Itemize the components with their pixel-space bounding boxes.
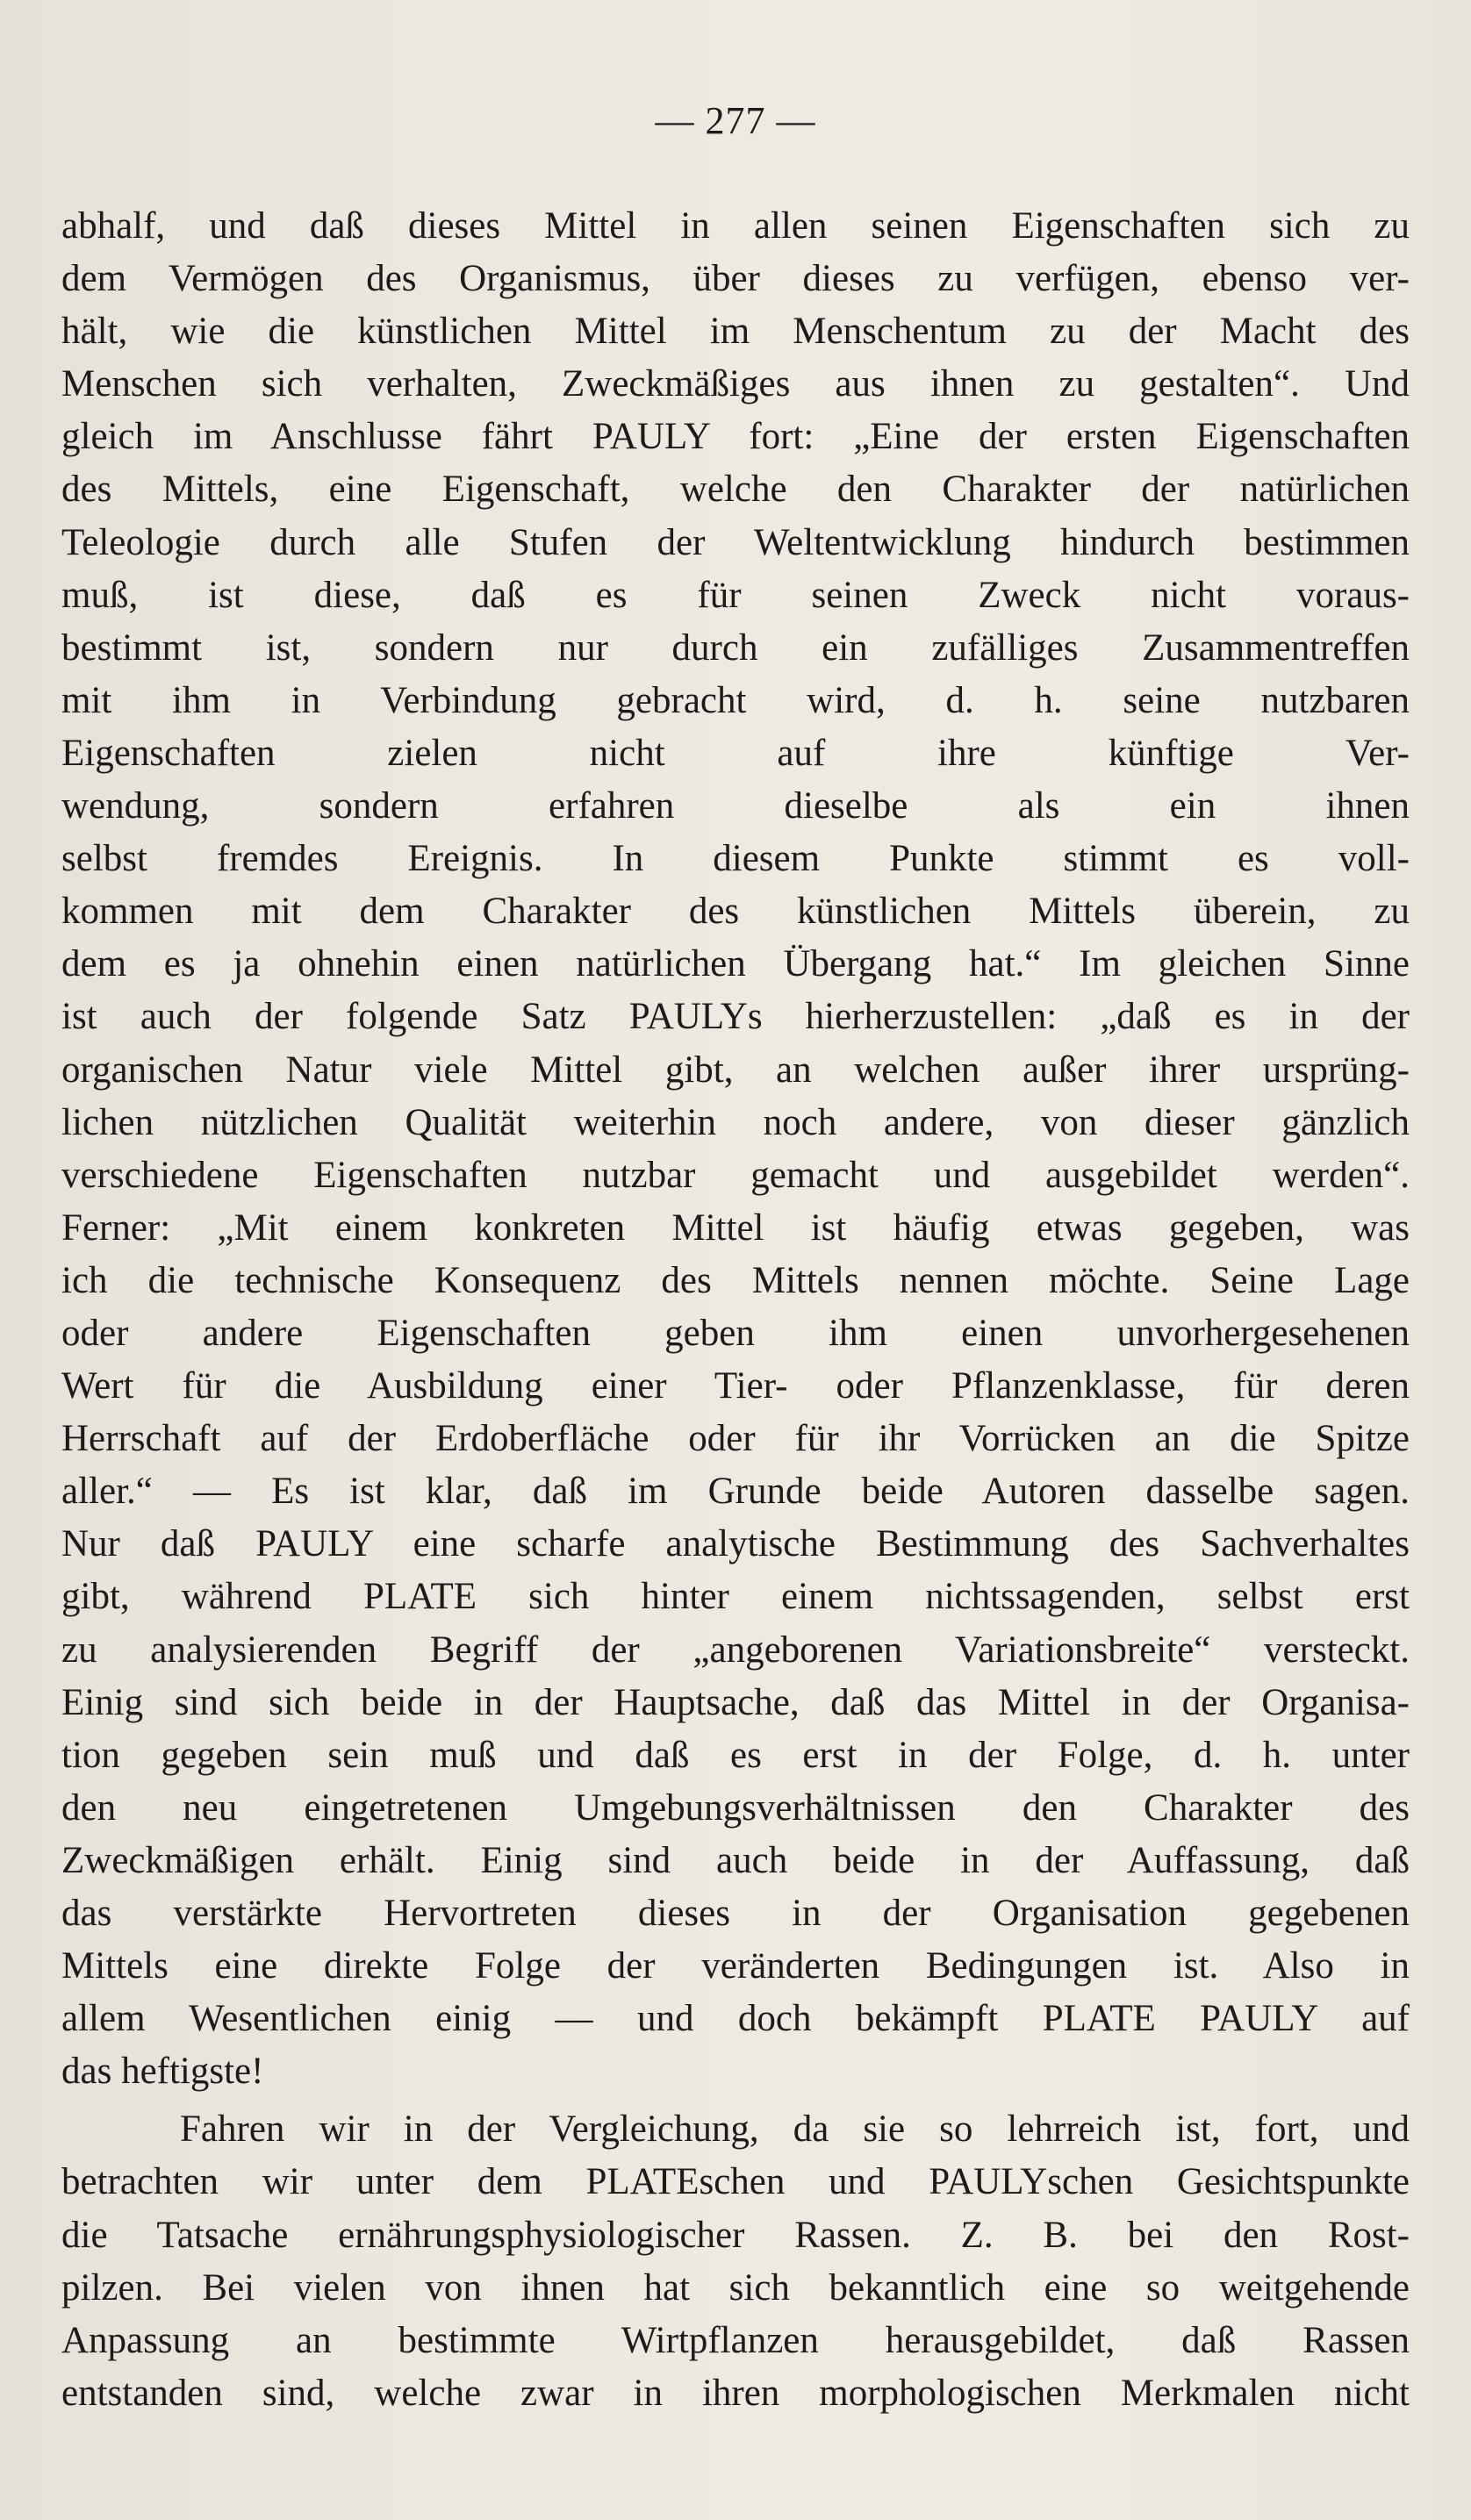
page-number: — 277 — bbox=[655, 99, 816, 142]
text-line: gibt, während PLATE sich hinter einem nichtssagenden, selbst erst bbox=[61, 1576, 1410, 1618]
text-line: betrachten wir unter dem PLATEschen und PAULYschen Gesichtspunkte bbox=[61, 2161, 1410, 2203]
text-line: lichen nützlichen Qualität weiterhin noch andere, von dieser gänzlich bbox=[61, 1101, 1410, 1143]
text-line: dem es ja ohnehin einen natürlichen Übergang hat.“ Im gleichen Sinne bbox=[61, 943, 1410, 985]
text-line: gleich im Anschlusse fährt PAULY fort: „Eine der ersten Eigenschaften bbox=[61, 416, 1410, 458]
text-line: Einig sind sich beide in der Hauptsache, daß das Mittel in der Organisa- bbox=[61, 1681, 1410, 1723]
text-line: wendung, sondern erfahren dieselbe als ein ihnen bbox=[61, 785, 1410, 827]
text-line: abhalf, und daß dieses Mittel in allen seinen Eigenschaften sich zu bbox=[61, 205, 1410, 247]
text-line: Ferner: „Mit einem konkreten Mittel ist häufig etwas gegeben, was bbox=[61, 1206, 1410, 1249]
text-line: hält, wie die künstlichen Mittel im Menschentum zu der Macht des bbox=[61, 311, 1410, 353]
text-line: ist auch der folgende Satz PAULYs hierherzustellen: „daß es in der bbox=[61, 996, 1410, 1038]
text-line: zu analysierenden Begriff der „angeborenen Variationsbreite“ versteckt. bbox=[61, 1629, 1410, 1671]
text-line: Mittels eine direkte Folge der veränderten Bedingungen ist. Also in bbox=[61, 1945, 1410, 1987]
text-line: Nur daß PAULY eine scharfe analytische Bestimmung des Sachverhaltes bbox=[61, 1523, 1410, 1565]
text-line: das verstärkte Hervortreten dieses in der Organisation gegebenen bbox=[61, 1893, 1410, 1934]
text-line: selbst fremdes Ereignis. In diesem Punkte stimmt es voll- bbox=[61, 838, 1410, 880]
text-line: kommen mit dem Charakter des künstlichen Mittels überein, zu bbox=[61, 891, 1410, 933]
text-line: Teleologie durch alle Stufen der Weltentwicklung hindurch bestimmen bbox=[61, 521, 1410, 563]
text-line: das heftigste! bbox=[61, 2051, 264, 2093]
text-line: allem Wesentlichen einig — und doch bekämpft PLATE PAULY auf bbox=[61, 1998, 1410, 2040]
text-line: bestimmt ist, sondern nur durch ein zufälliges Zusammentreffen bbox=[61, 626, 1410, 669]
text-line: verschiedene Eigenschaften nutzbar gemacht und ausgebildet werden“. bbox=[61, 1154, 1410, 1196]
text-line: pilzen. Bei vielen von ihnen hat sich bekanntlich eine so weitgehende bbox=[61, 2266, 1410, 2309]
text-line: Anpassung an bestimmte Wirtpflanzen herausgebildet, daß Rassen bbox=[61, 2319, 1410, 2361]
paragraph-first-line: Fahren wir in der Vergleichung, da sie so lehrreich ist, fort, und bbox=[180, 2108, 1410, 2151]
text-line: muß, ist diese, daß es für seinen Zweck nicht voraus- bbox=[61, 574, 1410, 616]
text-line: aller.“ — Es ist klar, daß im Grunde beide Autoren dasselbe sagen. bbox=[61, 1471, 1410, 1513]
text-line: organischen Natur viele Mittel gibt, an welchen außer ihrer ursprüng- bbox=[61, 1049, 1410, 1091]
text-line: dem Vermögen des Organismus, über dieses zu verfügen, ebenso ver- bbox=[61, 258, 1410, 300]
text-line: Wert für die Ausbildung einer Tier- oder Pflanzenklasse, für deren bbox=[61, 1365, 1410, 1407]
body-text bbox=[61, 200, 1410, 2420]
text-line: oder andere Eigenschaften geben ihm einen unvorhergesehenen bbox=[61, 1312, 1410, 1354]
text-line: entstanden sind, welche zwar in ihren morphologischen Merkmalen nicht bbox=[61, 2372, 1410, 2414]
text-line: Eigenschaften zielen nicht auf ihre künftige Ver- bbox=[61, 732, 1410, 774]
text-line: tion gegeben sein muß und daß es erst in der Folge, d. h. unter bbox=[61, 1734, 1410, 1776]
text-line: ich die technische Konsequenz des Mittels nennen möchte. Seine Lage bbox=[61, 1259, 1410, 1301]
text-line: des Mittels, eine Eigenschaft, welche den Charakter der natürlichen bbox=[61, 469, 1410, 511]
text-line: den neu eingetretenen Umgebungsverhältnissen den Charakter des bbox=[61, 1786, 1410, 1829]
text-line: die Tatsache ernährungsphysiologischer Rassen. Z. B. bei den Rost- bbox=[61, 2214, 1410, 2256]
text-line: mit ihm in Verbindung gebracht wird, d. h. seine nutzbaren bbox=[61, 679, 1410, 721]
text-line: Zweckmäßigen erhält. Einig sind auch beide in der Auffassung, daß bbox=[61, 1839, 1410, 1881]
text-line: Menschen sich verhalten, Zweckmäßiges aus ihnen zu gestalten“. Und bbox=[61, 363, 1410, 405]
text-line: Herrschaft auf der Erdoberfläche oder für ihr Vorrücken an die Spitze bbox=[61, 1418, 1410, 1460]
